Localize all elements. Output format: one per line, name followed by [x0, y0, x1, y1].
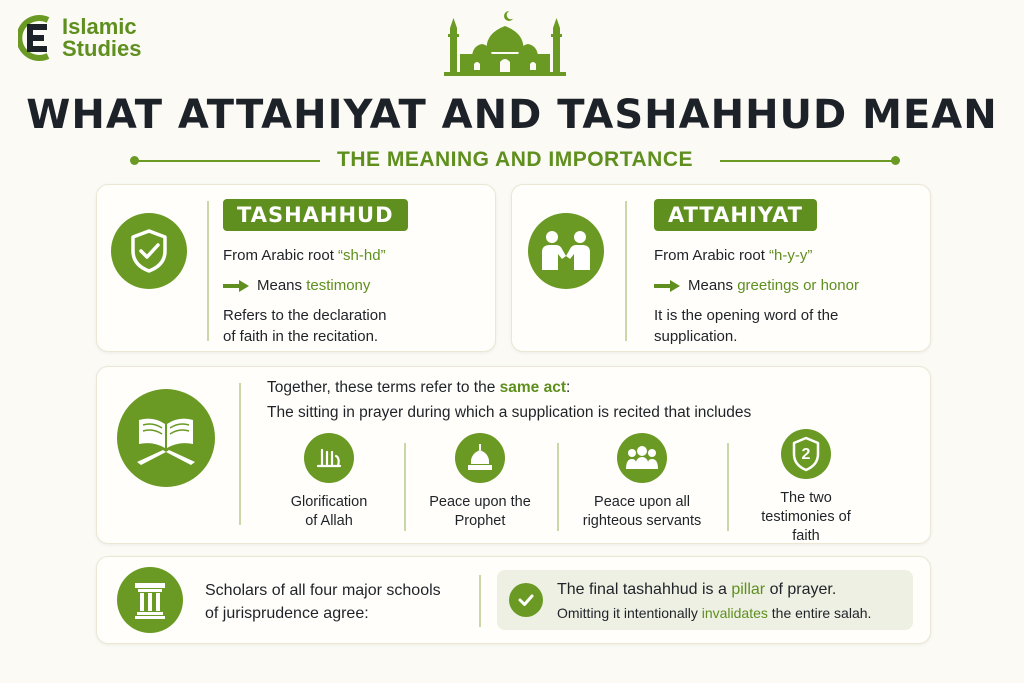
- item-divider: [557, 443, 559, 531]
- check-circle-icon: [509, 583, 543, 617]
- group-people-icon: [617, 433, 667, 483]
- item-line2: righteous servants: [582, 513, 702, 529]
- pillar-prefix: The final tashahhud is a: [557, 581, 732, 598]
- pillar-line2: [557, 603, 871, 624]
- item-line3: faith: [792, 528, 820, 544]
- desc-line1: It is the opening word of the: [654, 307, 839, 324]
- mosque-dome-icon: [455, 433, 505, 483]
- line1-highlight: same act: [499, 379, 566, 396]
- include-item: [405, 433, 555, 531]
- tashahhud-means: [223, 275, 370, 296]
- logo-line1: Islamic: [62, 14, 137, 39]
- item-line1: The two: [780, 490, 832, 506]
- arrow-right-icon: [654, 280, 680, 292]
- include-item: [254, 433, 404, 531]
- root-value: “sh-hd”: [338, 247, 386, 264]
- omit-suffix: the entire salah.: [767, 605, 872, 621]
- item-line1: Glorification: [290, 494, 368, 510]
- tashahhud-root: [223, 245, 386, 266]
- allah-calligraphy-icon: [304, 433, 354, 483]
- arrow-right-icon: [223, 280, 249, 292]
- root-prefix: From Arabic root: [223, 247, 339, 264]
- mosque-silhouette-icon: [444, 10, 566, 76]
- scholars-line2: of jurisprudence agree:: [205, 605, 369, 622]
- logo-e-icon: [18, 14, 58, 62]
- means-value: greetings or honor: [737, 277, 859, 294]
- omit-prefix: Omitting it intentionally: [557, 605, 702, 621]
- pillar-statement: [497, 570, 913, 630]
- card-divider: [625, 201, 627, 341]
- site-logo[interactable]: [18, 14, 141, 62]
- scholars-text: [205, 579, 441, 625]
- page-subtitle: THE MEANING AND IMPORTANCE: [337, 148, 693, 171]
- subtitle-row: [130, 148, 900, 174]
- omit-highlight: invalidates: [701, 605, 768, 621]
- root-prefix: From Arabic root: [654, 247, 770, 264]
- line1-suffix: :: [565, 379, 571, 396]
- item-line2: testimonies of: [761, 509, 851, 525]
- means-prefix: Means: [688, 277, 738, 294]
- include-item: [731, 429, 881, 546]
- means-value: testimony: [306, 277, 371, 294]
- desc-line2: supplication.: [654, 328, 738, 345]
- together-card: [96, 366, 931, 544]
- handshake-icon: [528, 213, 604, 289]
- pillar-line1: [557, 579, 836, 600]
- logo-line2: Studies: [62, 36, 142, 61]
- include-item: [567, 433, 717, 531]
- shield-check-icon: [111, 213, 187, 289]
- attahiyat-root: [654, 245, 812, 266]
- pillar-suffix: of prayer.: [765, 581, 837, 598]
- means-prefix: Means: [257, 277, 307, 294]
- together-line2: The sitting in prayer during which a supplication is recited that includes: [267, 404, 752, 421]
- line1-prefix: Together, these terms refer to the: [267, 379, 500, 396]
- desc-line2: of faith in the recitation.: [223, 328, 379, 345]
- quran-icon: [117, 389, 215, 487]
- item-divider: [727, 443, 729, 531]
- item-line1: Peace upon all: [594, 494, 690, 510]
- together-line1: [267, 377, 570, 398]
- logo-text: [62, 16, 141, 60]
- tashahhud-card: [96, 184, 496, 352]
- attahiyat-card: [511, 184, 931, 352]
- tashahhud-description: [223, 305, 386, 347]
- card-divider: [479, 575, 481, 627]
- attahiyat-description: [654, 305, 838, 347]
- tashahhud-badge: TASHAHHUD: [223, 199, 408, 231]
- attahiyat-means: [654, 275, 859, 296]
- desc-line1: Refers to the declaration: [223, 307, 387, 324]
- item-line1: Peace upon the: [429, 494, 531, 510]
- page-title: WHAT ATTAHIYAT AND TASHAHHUD MEAN: [26, 92, 998, 138]
- card-divider: [207, 201, 209, 341]
- attahiyat-badge: ATTAHIYAT: [654, 199, 817, 231]
- card-divider: [239, 383, 241, 525]
- two-shield-icon: [781, 429, 831, 479]
- shield-number: 2: [801, 445, 811, 463]
- pillar-icon: [117, 567, 183, 633]
- scholars-line1: Scholars of all four major schools: [205, 582, 441, 599]
- item-line2: of Allah: [305, 513, 353, 529]
- root-value: “h-y-y”: [769, 247, 813, 264]
- pillar-highlight: pillar: [731, 581, 766, 598]
- item-line2: Prophet: [454, 513, 506, 529]
